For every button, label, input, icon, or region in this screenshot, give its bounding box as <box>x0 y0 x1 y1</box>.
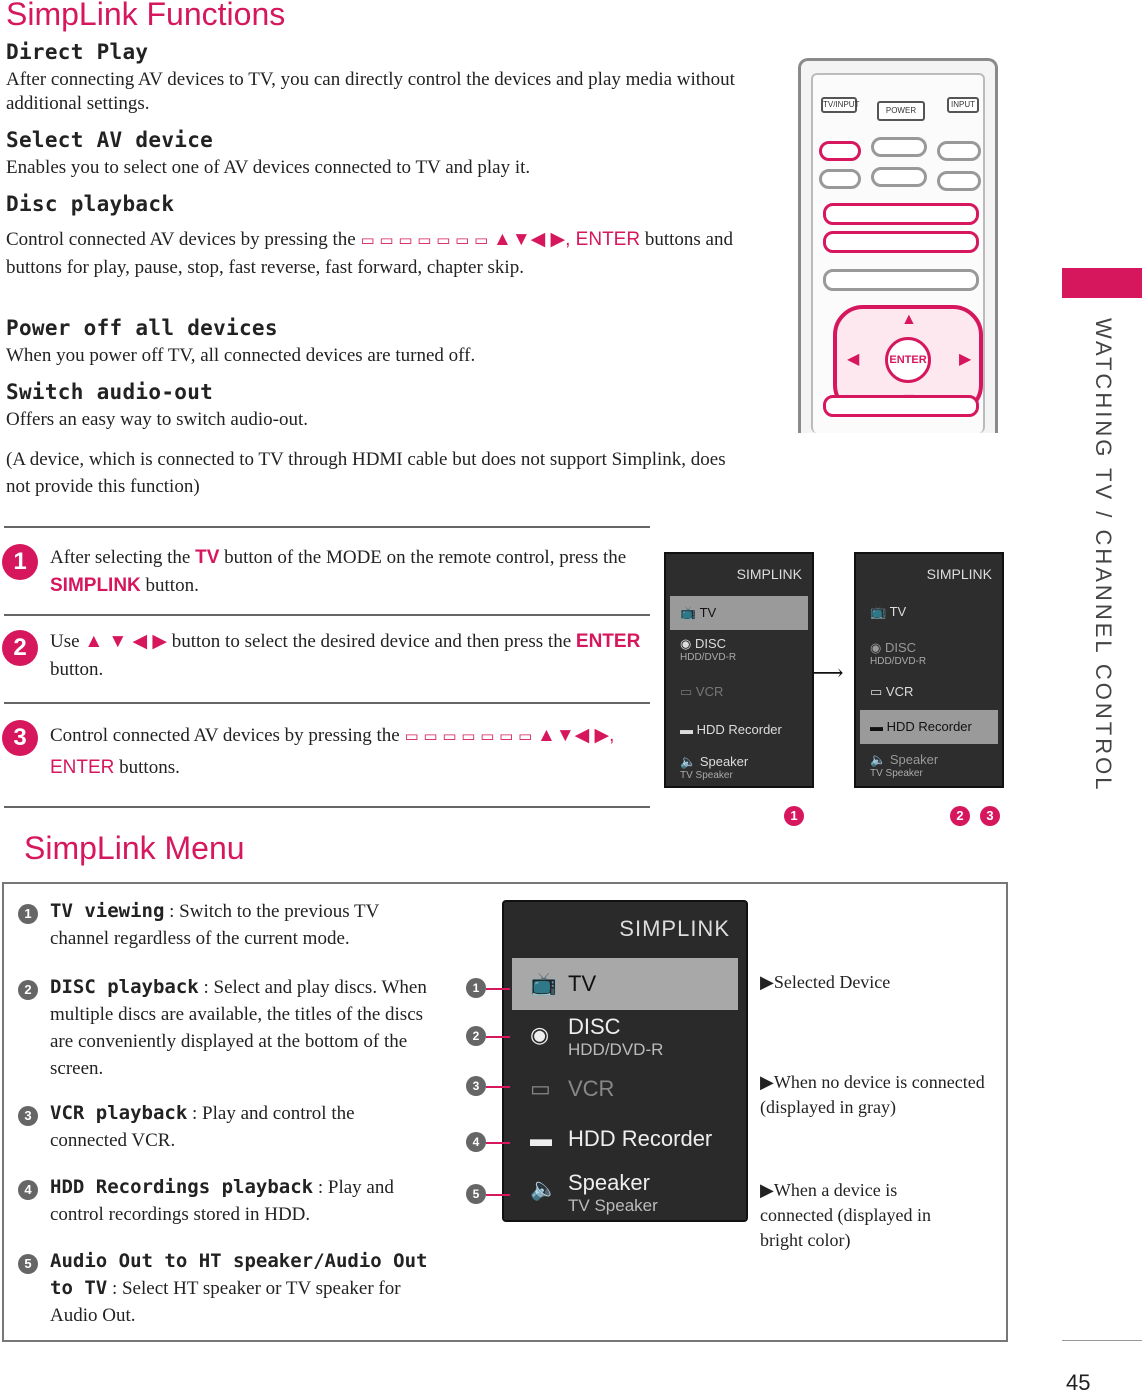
panel-row-vcr: ▭ VCR <box>680 684 724 699</box>
menu-panel-tv-label: TV <box>568 971 597 996</box>
section-body-direct-play: After connecting AV devices to TV, you can directly control the devices and play media without additional settings. <box>6 69 735 114</box>
remote-tvinput-button: TV/INPUT <box>821 97 857 113</box>
panel-row-tv: 📺 TV <box>670 596 808 630</box>
section-heading-disc-playback: Disc playback <box>6 192 175 216</box>
dpad-left-icon: ◀ <box>847 351 860 368</box>
panel-disc-sub: HDD/DVD-R <box>680 652 737 663</box>
remote-mode-pill <box>871 137 927 157</box>
menu-item-text: : Select and play discs. When multiple discs are available, the titles of the discs are conveniently displayed at the bottom of the screen. <box>50 977 427 1079</box>
panel-row-vcr: ▭ VCR <box>870 684 914 699</box>
step-number-3: 3 <box>2 720 38 756</box>
menu-item-number-4: 4 <box>18 1180 38 1200</box>
step-3-text <box>50 720 646 784</box>
divider <box>4 702 650 704</box>
footer-rule <box>1062 1340 1142 1341</box>
panel-speaker-sub: TV Speaker <box>680 770 733 781</box>
panel-label-1: 1 <box>784 806 804 826</box>
simplink-logo: SIMPLINK <box>736 566 802 582</box>
menu-item-audio-out <box>50 1248 430 1329</box>
sidebar-chapter-label: WATCHING TV / CHANNEL CONTROL <box>1091 318 1116 793</box>
panel-speaker-label: Speaker <box>699 754 749 769</box>
step-2-part-2: button to select the desired device and then press the <box>171 631 572 652</box>
menu-item-number-3: 3 <box>18 1106 38 1126</box>
note-text: When no device is connected (displayed in gray) <box>760 1072 985 1117</box>
step-1-key-simplink: SIMPLINK <box>50 575 141 596</box>
step-2-key-enter: ENTER <box>575 631 641 652</box>
menu-item-head: Audio Out to HT speaker/Audio Out to TV <box>50 1250 428 1299</box>
simplink-menu-panel <box>502 900 748 1222</box>
divider <box>4 526 650 528</box>
simplink-logo: SIMPLINK <box>619 916 730 941</box>
step-1-key-tv: TV <box>195 547 220 568</box>
hdmi-note: (A device, which is connected to TV through HDMI cable but does not support Simplink, does not provide this function) <box>6 449 726 497</box>
page-number: 45 <box>1066 1370 1091 1395</box>
callout-number-5: 5 <box>466 1184 486 1204</box>
section-body-power-off: When you power off TV, all connected devices are turned off. <box>6 345 476 366</box>
remote-gray-pill-3 <box>871 167 927 187</box>
note-connected-device <box>760 1178 960 1253</box>
tv-icon: 📺 <box>530 971 558 996</box>
section-heading-select-av: Select AV device <box>6 128 214 152</box>
remote-input-button: INPUT <box>947 97 979 113</box>
simplink-panel-step2 <box>854 552 1004 788</box>
remote-gray-pill-2 <box>819 169 861 189</box>
panel-vcr-label: VCR <box>695 684 724 699</box>
menu-item-number-5: 5 <box>18 1254 38 1274</box>
panel-disc-label: DISC <box>884 640 917 655</box>
section-heading-power-off: Power off all devices <box>6 316 278 340</box>
disc-playback-button-icons: ▭ ▭ ▭ ▭ ▭ ▭ ▭ <box>360 231 489 249</box>
pointer-icon: ▶ <box>760 1180 774 1200</box>
divider <box>4 806 650 808</box>
speaker-icon: 🔈 <box>530 1176 558 1201</box>
step-3-keys: ▲▼◀ ▶, ENTER <box>50 725 615 778</box>
menu-item-text: : Play and control the connected VCR. <box>50 1103 355 1151</box>
disc-playback-keys: ▲▼◀ ▶, ENTER <box>493 229 641 250</box>
panel-speaker-sub: TV Speaker <box>870 768 923 779</box>
menu-panel-disc-sub: HDD/DVD-R <box>568 1040 664 1059</box>
callout-number-3: 3 <box>466 1076 486 1096</box>
step-3-button-icons: ▭ ▭ ▭ ▭ ▭ ▭ ▭ <box>404 727 533 745</box>
step-1-part-2: button of the MODE on the remote control, press the <box>224 547 627 568</box>
menu-panel-row-disc <box>512 1014 738 1060</box>
panel-vcr-label: VCR <box>885 684 914 699</box>
menu-panel-speaker-sub: TV Speaker <box>568 1196 658 1215</box>
panel-tv-label: TV <box>889 604 907 619</box>
disc-playback-text-post: buttons and buttons for play, pause, stop, fast reverse, fast forward, chapter skip. <box>6 229 733 278</box>
page-title: SimpLink Functions <box>6 0 286 32</box>
panel-row-speaker: 🔈 Speaker TV Speaker <box>670 754 808 781</box>
section-heading-switch-audio: Switch audio-out <box>6 380 214 404</box>
callout-line <box>486 1194 510 1196</box>
menu-item-head: VCR playback <box>50 1102 188 1124</box>
callout-line <box>486 1086 510 1088</box>
step-2-text <box>50 628 646 684</box>
callout-line <box>486 1142 510 1144</box>
remote-menu-row <box>823 269 979 291</box>
panel-label-3: 3 <box>980 806 1000 826</box>
menu-item-text: : Switch to the previous TV channel regardless of the current mode. <box>50 901 380 949</box>
panel-row-hdd: ▬ HDD Recorder <box>680 722 782 737</box>
panel-hdd-label: HDD Recorder <box>696 722 782 737</box>
note-no-device <box>760 1070 1000 1120</box>
panel-speaker-label: Speaker <box>889 752 939 767</box>
menu-item-number-1: 1 <box>18 904 38 924</box>
callout-number-2: 2 <box>466 1026 486 1046</box>
menu-panel-row-vcr <box>512 1076 738 1102</box>
panel-row-speaker: 🔈 Speaker TV Speaker <box>860 752 998 779</box>
menu-panel-row-speaker <box>512 1170 738 1216</box>
divider <box>4 614 650 616</box>
menu-title: SimpLink Menu <box>24 830 245 866</box>
menu-item-text: : Play and control recordings stored in HDD. <box>50 1177 394 1225</box>
panel-row-disc: ◉ DISC HDD/DVD-R <box>670 636 808 663</box>
pointer-icon: ▶ <box>760 972 774 992</box>
menu-item-disc-playback <box>50 974 430 1082</box>
step-2-keys-arrows: ▲ ▼ ◀ ▶ <box>84 631 167 652</box>
callout-line <box>486 988 510 990</box>
note-text: When a device is connected (displayed in bright color) <box>760 1180 931 1250</box>
menu-item-hdd-playback <box>50 1174 430 1228</box>
menu-item-head: HDD Recordings playback <box>50 1176 314 1198</box>
callout-number-4: 4 <box>466 1132 486 1152</box>
sidebar-accent-bar <box>1062 268 1142 298</box>
section-heading-direct-play: Direct Play <box>6 40 149 64</box>
step-2-part-3: button. <box>50 659 104 680</box>
menu-item-head: DISC playback <box>50 976 199 998</box>
note-text: Selected Device <box>773 972 891 992</box>
step-2-part: Use <box>50 631 80 652</box>
dpad-right-icon: ▶ <box>959 351 972 368</box>
remote-control-illustration <box>798 58 998 433</box>
menu-item-tv-viewing <box>50 898 430 952</box>
menu-panel-speaker-label: Speaker <box>568 1170 650 1195</box>
menu-item-number-2: 2 <box>18 980 38 1000</box>
remote-power-button: POWER <box>877 101 925 121</box>
panel-row-disc: ◉ DISC HDD/DVD-R <box>860 640 998 667</box>
step-3-part-2: buttons. <box>119 757 180 778</box>
step-number-2: 2 <box>2 630 38 666</box>
step-1-part-3: button. <box>145 575 199 596</box>
simplink-panel-step1 <box>664 552 814 788</box>
step-1-part: After selecting the <box>50 547 191 568</box>
panel-disc-sub: HDD/DVD-R <box>870 656 927 667</box>
remote-playback-row-2 <box>823 231 979 253</box>
step-1-text <box>50 544 646 600</box>
menu-item-text: : Select HT speaker or TV speaker for Audio Out. <box>50 1278 401 1326</box>
menu-item-vcr-playback <box>50 1100 430 1154</box>
menu-item-head: TV viewing <box>50 900 165 922</box>
dpad-up-icon: ▲ <box>901 311 917 328</box>
section-body-select-av: Enables you to select one of AV devices connected to TV and play it. <box>6 157 531 178</box>
remote-bottom-row <box>823 395 979 417</box>
section-body-disc-playback <box>6 226 776 281</box>
callout-line <box>486 1036 510 1038</box>
remote-gray-pill <box>937 141 981 161</box>
remote-enter-button: ENTER <box>885 337 931 383</box>
menu-panel-row-hdd <box>512 1126 738 1152</box>
vcr-icon: ▭ <box>530 1076 551 1101</box>
menu-panel-disc-label: DISC <box>568 1014 621 1039</box>
step-3-part: Control connected AV devices by pressing the <box>50 725 400 746</box>
disc-playback-text-pre: Control connected AV devices by pressing the <box>6 229 356 250</box>
panel-row-hdd-selected: ▬ HDD Recorder <box>860 710 998 744</box>
panel-disc-label: DISC <box>694 636 727 651</box>
callout-number-1: 1 <box>466 978 486 998</box>
hdd-icon: ▬ <box>530 1126 552 1151</box>
menu-panel-row-tv <box>512 958 738 1010</box>
step-number-1: 1 <box>2 544 38 580</box>
simplink-logo: SIMPLINK <box>926 566 992 582</box>
menu-panel-vcr-label: VCR <box>568 1076 615 1101</box>
transition-arrow-icon: ⟶ <box>812 660 844 685</box>
menu-panel-hdd-label: HDD Recorder <box>568 1126 713 1151</box>
panel-hdd-label: HDD Recorder <box>886 719 972 734</box>
disc-icon: ◉ <box>530 1022 550 1047</box>
panel-tv-label: TV <box>699 605 717 620</box>
remote-gray-pill-4 <box>937 171 981 191</box>
note-selected-device <box>760 970 890 995</box>
panel-label-2: 2 <box>950 806 970 826</box>
remote-playback-row-1 <box>823 203 979 225</box>
pointer-icon: ▶ <box>760 1072 774 1092</box>
remote-red-pill <box>819 141 861 161</box>
panel-row-tv: 📺 TV <box>870 604 907 619</box>
section-body-switch-audio: Offers an easy way to switch audio-out. <box>6 409 308 430</box>
